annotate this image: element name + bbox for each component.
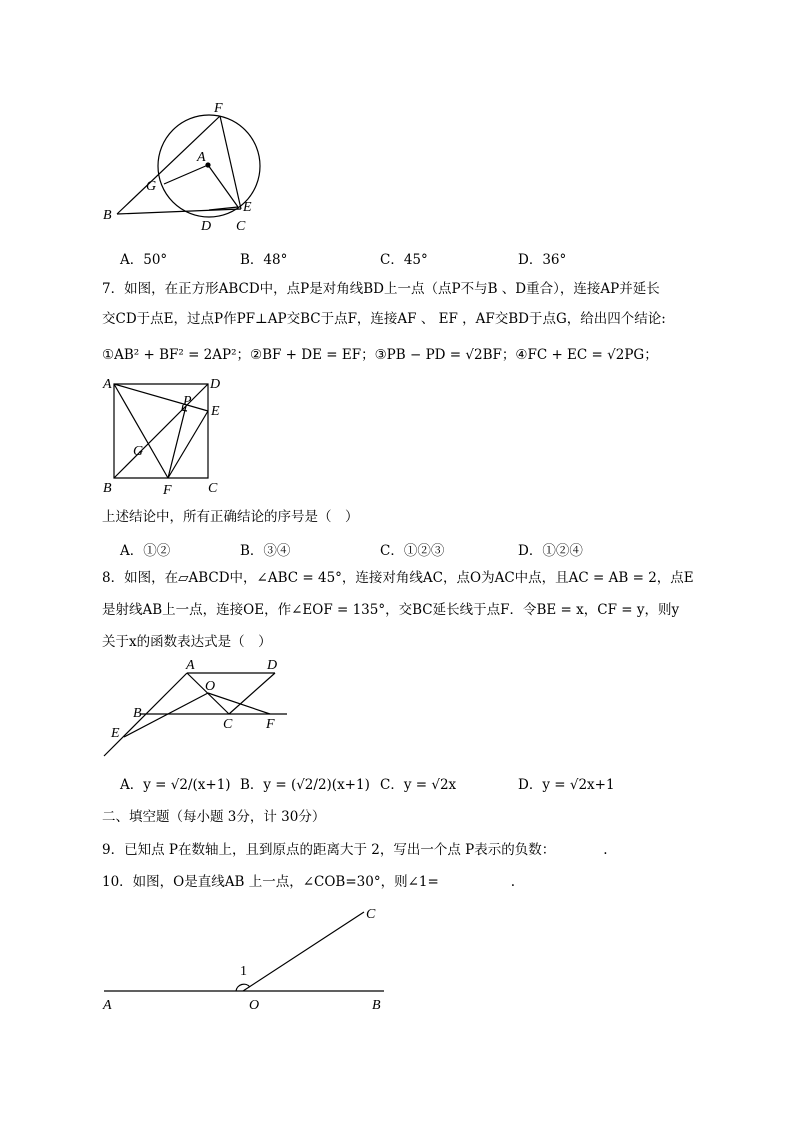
- q6-option-b: B．48°: [240, 252, 288, 268]
- q6-label-A: A: [197, 150, 206, 165]
- q10-label-1: 1: [240, 964, 247, 979]
- q7-text-line4: 上述结论中，所有正确结论的序号是（ ）: [102, 509, 359, 525]
- q6-option-d: D．36°: [518, 252, 567, 268]
- q6-label-B: B: [103, 208, 112, 223]
- q6-label-C: C: [236, 219, 246, 234]
- q7-option-c: C．①②③: [380, 543, 445, 559]
- q7-label-P: P: [183, 394, 192, 409]
- q7-label-B: B: [103, 481, 112, 496]
- q7-label-D: D: [210, 377, 221, 392]
- q9-period: .: [603, 842, 608, 858]
- q6-label-F: F: [214, 101, 223, 116]
- q6-label-G: G: [146, 179, 157, 194]
- q8-label-B: B: [133, 706, 142, 721]
- q7-label-G: G: [133, 444, 144, 459]
- q10-ray-OC: [243, 912, 364, 991]
- q6-option-c: C．45°: [380, 252, 428, 268]
- q7-option-d: D．①②④: [518, 543, 583, 559]
- q10-label-O: O: [249, 998, 260, 1013]
- q7-text-line1: 7．如图，在正方形ABCD中，点P是对角线BD上一点（点P不与B 、D重合），连接AP并延长: [102, 281, 660, 297]
- q9-question: 9．已知点 P在数轴上，且到原点的距离大于 2，写出一个点 P表示的负数：: [102, 842, 556, 858]
- q7-text-line3: ①AB² + BF² = 2AP²；②BF + DE = EF；③PB − PD = √2BF；④FC + EC = √2PG；: [102, 347, 658, 363]
- q8-text-line3: 关于x的函数表达式是（ ）: [102, 634, 272, 650]
- q7-label-F: F: [163, 483, 172, 498]
- q7-option-a: A．①②: [120, 543, 171, 559]
- q8-label-A: A: [186, 658, 195, 673]
- q8-option-d: D．y = √2x+1: [518, 777, 615, 793]
- q8-option-c: C．y = √2x: [380, 777, 457, 793]
- q6-label-E: E: [243, 200, 252, 215]
- q8-label-C: C: [223, 717, 233, 732]
- q6-label-D: D: [201, 219, 212, 234]
- q10-label-A: A: [103, 998, 112, 1013]
- q7-text-line2: 交CD于点E，过点P作PF⊥AP交BC于点F，连接AF 、 EF ，AF交BD于点G，给出四个结论:: [102, 311, 666, 327]
- q10-label-C: C: [366, 907, 376, 922]
- q8-label-E: E: [111, 726, 120, 741]
- q8-label-F: F: [266, 717, 275, 732]
- q10-question: 10．如图，O是直线AB 上一点，∠COB=30°，则∠1=: [102, 874, 439, 890]
- q10-period: .: [510, 874, 516, 890]
- section2-heading: 二、填空题（每小题 3分，计 30分）: [102, 809, 326, 825]
- q7-label-E: E: [211, 404, 220, 419]
- q10-label-B: B: [372, 998, 381, 1013]
- q7-label-C: C: [208, 481, 218, 496]
- q8-option-a: A．y = √2/(x+1): [120, 777, 231, 793]
- q8-label-O: O: [205, 679, 216, 694]
- q6-option-a: A．50°: [120, 252, 168, 268]
- q8-text-line1: 8．如图，在▱ABCD中，∠ABC = 45°，连接对角线AC，点O为AC中点，且AC = AB = 2，点E: [102, 570, 694, 586]
- q8-text-line2: 是射线AB上一点，连接OE，作∠EOF = 135°，交BC延长线于点F．令BE = x，CF = y，则y: [102, 602, 680, 618]
- q8-option-b: B．y = (√2/2)(x+1): [240, 777, 370, 793]
- q7-option-b: B．③④: [240, 543, 291, 559]
- q8-label-D: D: [267, 658, 278, 673]
- q7-label-A: A: [103, 377, 112, 392]
